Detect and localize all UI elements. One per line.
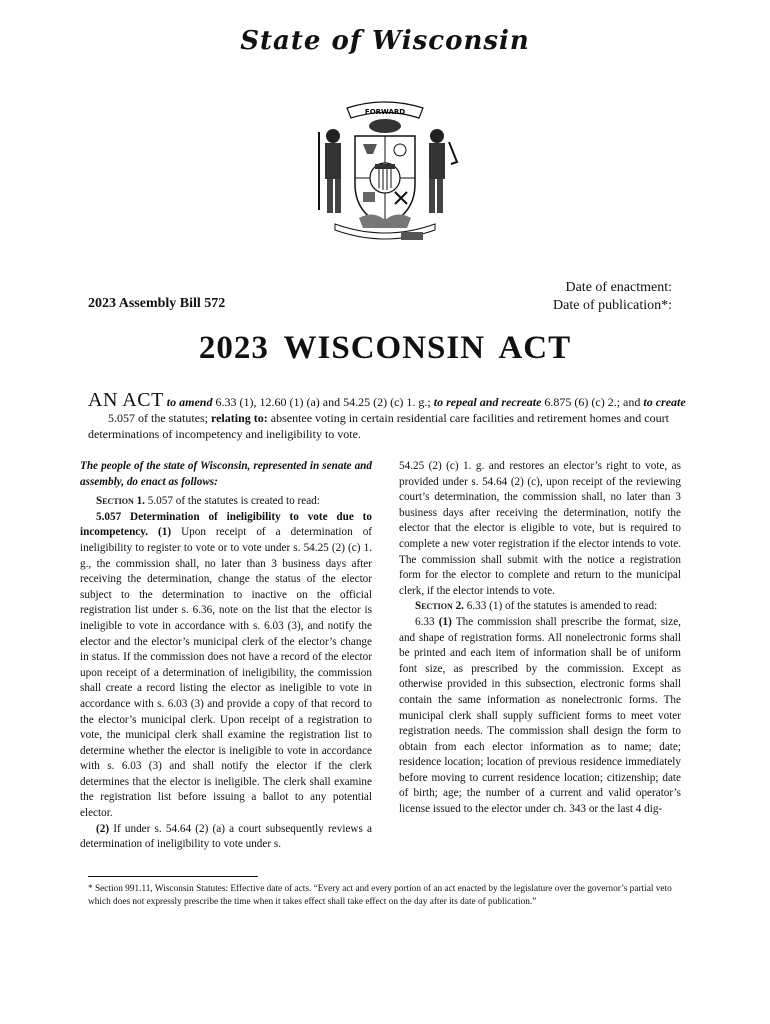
act-intro — [88, 389, 688, 442]
footnote-divider — [88, 876, 258, 877]
section-1-body1: Upon receipt of a determination of ineligibility to register to vote or to vote under s. 54.25 (2) (c) 1. g., the commission shall, no later than 3 business days after receiving the determination, change the status of the elector subject to the determination to inactive on the official registration list under s. 6.36, note on the list that the elector is ineligible to vote in accordance with s. 6.03 (3), and notify the elector and the elector’s municipal clerk of the elector’s change in status. If the commission does not have a record of the elector upon receipt of a determination of ineligibility, the commission shall create a record listing the elector as ineligible to vote in accordance with s. 6.03 (3) and provide a copy of that record to the elector’s municipal clerk. Upon receipt of a registration to vote, the municipal clerk shall examine the registration list to determine whether the elector is ineligible to vote in accordance with s. 6.03 (3) and shall notify the elector if the clerk determines that the elector is ineligible. The clerk shall examine the registration list before issuing a ballot to any potential elector. — [80, 526, 373, 820]
section-2-label: Section 2. — [415, 600, 464, 613]
left-column — [80, 459, 372, 853]
state-title: State of Wisconsin — [240, 26, 530, 56]
repeal-text: 6.875 (6) (c) 2.; and — [544, 395, 641, 409]
enacting-clause: The people of the state of Wisconsin, represented in senate and assembly, do enact as follows: — [80, 460, 372, 488]
section-1-label: Section 1. — [96, 495, 145, 508]
section-2-body: The commission shall prescribe the format, size, and shape of registration forms. All nonelectronic forms shall be printed and each item of information shall be of uniform font size, as prescribed by the commission. Except as otherwise provided in this subsection, electronic forms shall contain the same information as nonelectronic forms. The municipal clerk shall supply sufficient forms to meet voter registration needs. The commission shall design the form to obtain from each elector information as to name; date; residence location; location of previous residence immediately before moving to current residence location; citizenship; date of birth; age; the number of a current and valid operator’s license issued to the elector under ch. 343 or the last 4 dig- — [399, 615, 681, 816]
section-1-heading: 5.057 Determination of ineligibility to vote due to incompetency. — [80, 510, 372, 539]
repeal-label: to repeal and recreate — [433, 395, 542, 409]
wisconsin-state-seal-icon — [295, 92, 475, 252]
section-2-ref: 6.33 — [415, 615, 435, 628]
section-2-sub: (1) — [438, 615, 452, 628]
section-1-sub2: (2) — [96, 822, 110, 835]
section-1-continued: 54.25 (2) (c) 1. g. and restores an elector’s right to vote, as provided under s. 54.64 (2) (c), upon receipt of the reviewing court’s determination, the commission shall, no later than 3 business days after receiving the determination, notify the elector that the elector is eligible to vote, but is required to complete a new voter registration if the elector intends to vote. The commission shall submit with the notice a registration form for the elector to complete and return to the municipal clerk, if the elector intends to vote. — [399, 460, 681, 597]
enactment-dates — [553, 279, 672, 315]
amend-text: 6.33 (1), 12.60 (1) (a) and 54.25 (2) (c) 1. g.; — [215, 395, 431, 409]
right-column — [399, 459, 681, 818]
section-2-text: 6.33 (1) of the statutes is amended to read: — [466, 600, 658, 613]
amend-label: to amend — [166, 395, 213, 409]
bill-number: 2023 Assembly Bill 572 — [88, 296, 226, 311]
footnote: * Section 991.11, Wisconsin Statutes: Effective date of acts. “Every act and every portion of an act enacted by the legislature over the governor’s partial veto which does not expressly prescribe the time when it takes effect shall take effect on the day after its date of publication.” — [88, 884, 672, 907]
section-1-text: 5.057 of the statutes is created to read: — [147, 495, 320, 508]
section-1-body2: If under s. 54.64 (2) (a) a court subsequently reviews a determination of ineligibility to vote under s. — [80, 822, 373, 851]
date-of-publication: Date of publication*: — [553, 298, 672, 313]
section-1-sub1: (1) — [158, 526, 172, 539]
act-title: 2023 WISCONSIN ACT — [198, 330, 572, 366]
create-label: to create — [643, 395, 686, 409]
create-text: 5.057 of the statutes; — [108, 411, 208, 425]
date-of-enactment: Date of enactment: — [565, 280, 672, 295]
relating-label: relating to: — [210, 411, 268, 425]
relating-text: absentee voting in certain residential care facilities and retirement homes and court determinations of incompetency and ineligibility to vote. — [88, 411, 669, 441]
an-act-label: AN ACT — [88, 389, 164, 411]
seal-motto: FORWARD — [364, 108, 406, 116]
